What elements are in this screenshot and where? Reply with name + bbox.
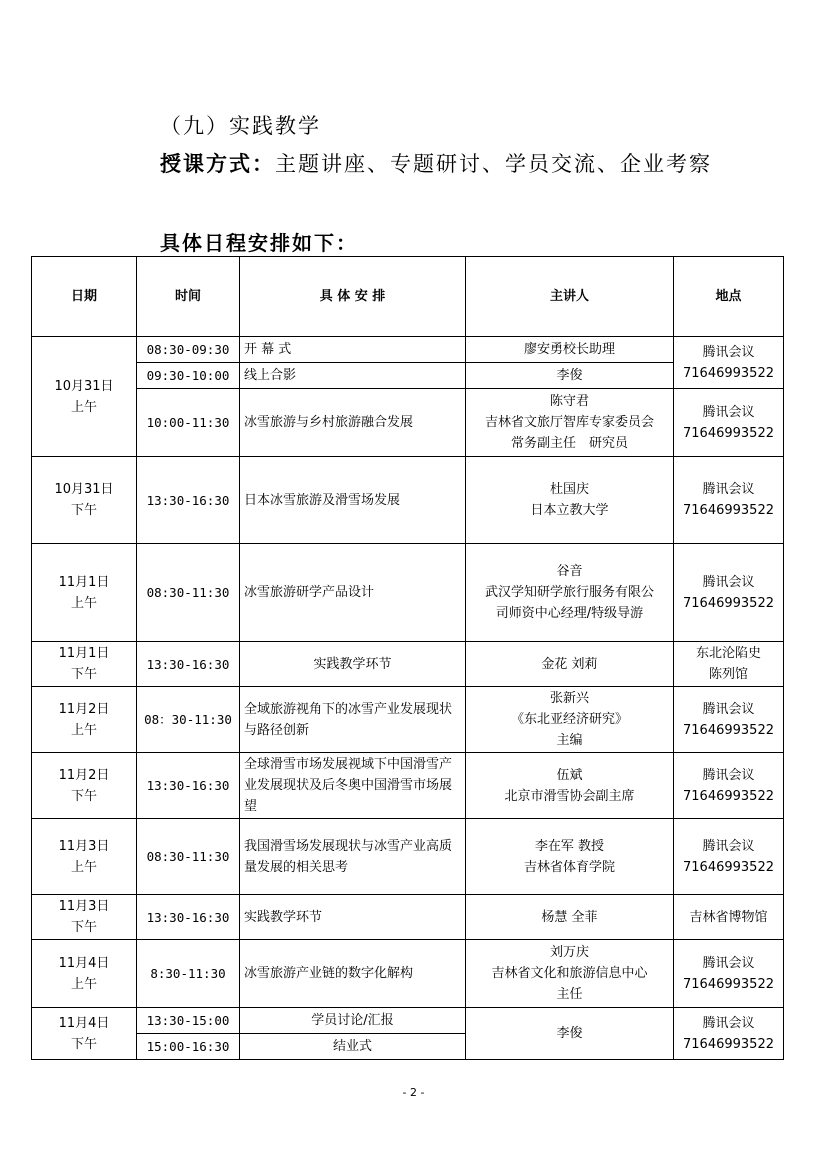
cell-date: 10月31日 下午	[32, 457, 137, 544]
cell-speaker: 李俊	[466, 1008, 674, 1060]
cell-time: 13:30-16:30	[137, 753, 240, 819]
teaching-method	[160, 148, 712, 178]
cell-speaker: 杜国庆 日本立教大学	[466, 457, 674, 544]
cell-time: 13:30-16:30	[137, 457, 240, 544]
cell-location: 腾讯会议 71646993522	[674, 544, 784, 642]
table-row	[32, 819, 784, 895]
cell-location: 腾讯会议 71646993522	[674, 687, 784, 753]
cell-speaker: 谷音 武汉学知研学旅行服务有限公 司师资中心经理/特级导游	[466, 544, 674, 642]
cell-speaker: 杨慧 全菲	[466, 895, 674, 940]
cell-arrangement: 全域旅游视角下的冰雪产业发展现状与路径创新	[240, 687, 466, 753]
cell-date: 10月31日 上午	[32, 337, 137, 457]
cell-speaker: 陈守君 吉林省文旅厅智库专家委员会 常务副主任 研究员	[466, 389, 674, 457]
cell-speaker: 金花 刘莉	[466, 642, 674, 687]
cell-location: 腾讯会议 71646993522	[674, 389, 784, 457]
cell-location: 东北沦陷史 陈列馆	[674, 642, 784, 687]
cell-time: 8:30-11:30	[137, 940, 240, 1008]
table-row	[32, 1008, 784, 1034]
schedule-heading: 具体日程安排如下：	[160, 231, 358, 255]
cell-speaker: 廖安勇校长助理	[466, 337, 674, 363]
schedule-table	[31, 256, 784, 1060]
table-row	[32, 642, 784, 687]
table-row	[32, 389, 784, 457]
table-row	[32, 337, 784, 363]
cell-location: 腾讯会议 71646993522	[674, 753, 784, 819]
cell-arrangement: 冰雪旅游产业链的数字化解构	[240, 940, 466, 1008]
cell-date: 11月3日 上午	[32, 819, 137, 895]
cell-speaker: 李俊	[466, 363, 674, 389]
cell-location: 腾讯会议 71646993522	[674, 337, 784, 389]
cell-date: 11月1日 上午	[32, 544, 137, 642]
table-header-row	[32, 257, 784, 337]
cell-time: 15:00-16:30	[137, 1034, 240, 1060]
cell-location: 吉林省博物馆	[674, 895, 784, 940]
cell-arrangement: 学员讨论/汇报	[240, 1008, 466, 1034]
cell-date: 11月3日 下午	[32, 895, 137, 940]
section-title: （九）实践教学	[160, 114, 321, 138]
page-number: - 2 -	[402, 1086, 425, 1099]
cell-arrangement: 结业式	[240, 1034, 466, 1060]
header-time: 时间	[137, 257, 240, 337]
table-row	[32, 895, 784, 940]
teaching-method-label: 授课方式：	[160, 152, 275, 176]
cell-location: 腾讯会议 71646993522	[674, 1008, 784, 1060]
cell-date: 11月2日 下午	[32, 753, 137, 819]
cell-location: 腾讯会议 71646993522	[674, 940, 784, 1008]
cell-location: 腾讯会议 71646993522	[674, 457, 784, 544]
cell-time: 09:30-10:00	[137, 363, 240, 389]
cell-speaker: 李在军 教授 吉林省体育学院	[466, 819, 674, 895]
cell-arrangement: 开 幕 式	[240, 337, 466, 363]
cell-date: 11月4日 下午	[32, 1008, 137, 1060]
cell-arrangement: 实践教学环节	[240, 642, 466, 687]
cell-time: 13:30-16:30	[137, 642, 240, 687]
cell-time: 08:30-11:30	[137, 544, 240, 642]
cell-date: 11月1日 下午	[32, 642, 137, 687]
cell-time: 08:30-11:30	[137, 819, 240, 895]
cell-arrangement: 线上合影	[240, 363, 466, 389]
cell-arrangement: 冰雪旅游与乡村旅游融合发展	[240, 389, 466, 457]
teaching-method-value: 主题讲座、专题研讨、学员交流、企业考察	[275, 152, 712, 176]
cell-time: 13:30-15:00	[137, 1008, 240, 1034]
cell-location: 腾讯会议 71646993522	[674, 819, 784, 895]
cell-time: 13:30-16:30	[137, 895, 240, 940]
header-date: 日期	[32, 257, 137, 337]
header-location: 地点	[674, 257, 784, 337]
cell-arrangement: 冰雪旅游研学产品设计	[240, 544, 466, 642]
table-row	[32, 544, 784, 642]
cell-arrangement: 日本冰雪旅游及滑雪场发展	[240, 457, 466, 544]
cell-time: 08:30-09:30	[137, 337, 240, 363]
cell-time: 10:00-11:30	[137, 389, 240, 457]
cell-arrangement: 实践教学环节	[240, 895, 466, 940]
cell-date: 11月2日 上午	[32, 687, 137, 753]
header-speaker: 主讲人	[466, 257, 674, 337]
table-row	[32, 753, 784, 819]
cell-arrangement: 全球滑雪市场发展视域下中国滑雪产业发展现状及后冬奥中国滑雪市场展望	[240, 753, 466, 819]
cell-date: 11月4日 上午	[32, 940, 137, 1008]
cell-speaker: 刘万庆 吉林省文化和旅游信息中心 主任	[466, 940, 674, 1008]
table-row	[32, 940, 784, 1008]
table-row	[32, 363, 784, 389]
table-row	[32, 457, 784, 544]
header-arrangement: 具 体 安 排	[240, 257, 466, 337]
cell-speaker: 张新兴 《东北亚经济研究》 主编	[466, 687, 674, 753]
table-row	[32, 687, 784, 753]
cell-speaker: 伍斌 北京市滑雪协会副主席	[466, 753, 674, 819]
cell-time: 08：30-11:30	[137, 687, 240, 753]
cell-arrangement: 我国滑雪场发展现状与冰雪产业高质量发展的相关思考	[240, 819, 466, 895]
